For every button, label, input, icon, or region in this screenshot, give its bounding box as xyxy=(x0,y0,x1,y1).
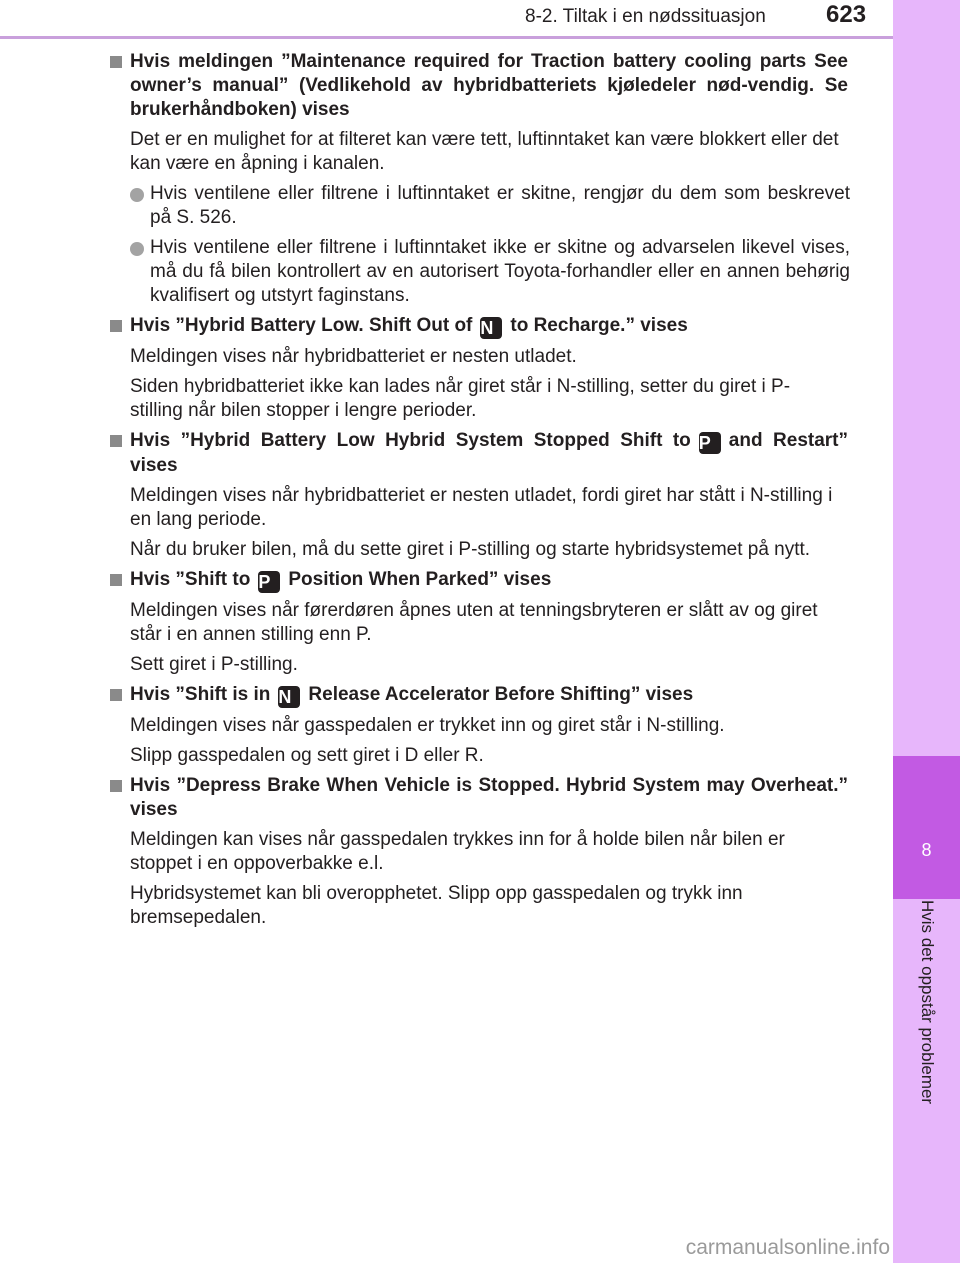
heading-text: Hvis ”Shift to xyxy=(130,569,251,590)
gear-position-n-icon: N xyxy=(480,317,502,339)
paragraph: Siden hybridbatteriet ikke kan lades når giret står i N-stilling, setter du giret i P-stilling når bilen stopper i lengre perioder. xyxy=(130,376,791,421)
heading-text: and Restart” vises xyxy=(130,430,848,476)
chapter-box xyxy=(893,756,960,899)
section-heading xyxy=(108,774,848,822)
list-item xyxy=(130,182,850,230)
section-heading xyxy=(108,314,848,339)
chapter-number: 8 xyxy=(921,840,932,860)
paragraph: Når du bruker bilen, må du sette giret i P-stilling og starte hybridsystemet på nytt. xyxy=(130,539,811,560)
square-bullet-icon xyxy=(110,574,122,586)
paragraph: Det er en mulighet for at filteret kan være tett, luftinntaket kan være blokkert eller det kan være en åpning i kanalen. xyxy=(130,129,839,174)
paragraph: Sett giret i P-stilling. xyxy=(130,654,298,675)
paragraph: Meldingen vises når hybridbatteriet er nesten utladet, fordi giret har stått i N-stilling i en lang periode. xyxy=(130,485,833,530)
chapter-title: Hvis det oppstår problemer xyxy=(918,900,937,1105)
section-heading xyxy=(108,568,848,593)
paragraph: Meldingen vises når førerdøren åpnes uten at tenningsbryteren er slått av og giret står i en annen stilling enn P. xyxy=(130,600,818,645)
paragraph: Meldingen vises når gasspedalen er trykket inn og giret står i N-stilling. xyxy=(130,715,725,736)
heading-text: Hvis ”Depress Brake When Vehicle is Stopped. Hybrid System may Overheat.” vises xyxy=(130,775,848,820)
square-bullet-icon xyxy=(110,56,122,68)
section-title: 8-2. Tiltak i en nødssituasjon xyxy=(525,6,766,27)
page-content xyxy=(108,46,848,936)
paragraph: Meldingen kan vises når gasspedalen trykkes inn for å holde bilen når bilen er stoppet i en oppoverbakke e.l. xyxy=(130,829,785,874)
square-bullet-icon xyxy=(110,435,122,447)
heading-text: Release Accelerator Before Shifting” vises xyxy=(308,684,694,705)
section-heading xyxy=(108,50,848,122)
circle-bullet-icon xyxy=(130,242,144,256)
gear-position-p-icon: P xyxy=(699,432,721,454)
paragraph: Hybridsystemet kan bli overopphetet. Slipp opp gasspedalen og trykk inn bremsepedalen. xyxy=(130,883,743,928)
heading-text: Hvis ”Hybrid Battery Low Hybrid System Stopped Shift to xyxy=(130,430,691,451)
list-item xyxy=(130,236,850,308)
page-number: 623 xyxy=(826,1,867,28)
watermark-text: carmanualsonline.info xyxy=(685,1236,890,1259)
square-bullet-icon xyxy=(110,320,122,332)
heading-text: Hvis meldingen ”Maintenance required for Traction battery cooling parts See owner’s manual” (Vedlikehold av hybridbatteriets kjøledeler nød-vendig. Se brukerhåndboken) vises xyxy=(130,51,848,120)
gear-position-p-icon: P xyxy=(258,571,280,593)
paragraph: Slipp gasspedalen og sett giret i D eller R. xyxy=(130,745,484,766)
section-heading xyxy=(108,683,848,708)
section-heading xyxy=(108,429,848,478)
gear-position-n-icon: N xyxy=(278,686,300,708)
square-bullet-icon xyxy=(110,689,122,701)
paragraph: Meldingen vises når hybridbatteriet er nesten utladet. xyxy=(130,346,577,367)
square-bullet-icon xyxy=(110,780,122,792)
heading-text: Hvis ”Hybrid Battery Low. Shift Out of xyxy=(130,315,473,336)
list-item-text: Hvis ventilene eller filtrene i luftinntaket ikke er skitne og advarselen likevel vises, må du få bilen kontrollert av en autorisert Toyota-forhandler eller en annen behørig kvalifisert og utstyrt faginstans. xyxy=(150,237,850,306)
header-rule xyxy=(0,36,893,39)
list-item-text: Hvis ventilene eller filtrene i luftinntaket er skitne, rengjør du dem som beskrevet på S. 526. xyxy=(150,183,850,228)
circle-bullet-icon xyxy=(130,188,144,202)
heading-text: Hvis ”Shift is in xyxy=(130,684,271,705)
heading-text: to Recharge.” vises xyxy=(510,315,688,336)
heading-text: Position When Parked” vises xyxy=(288,569,552,590)
